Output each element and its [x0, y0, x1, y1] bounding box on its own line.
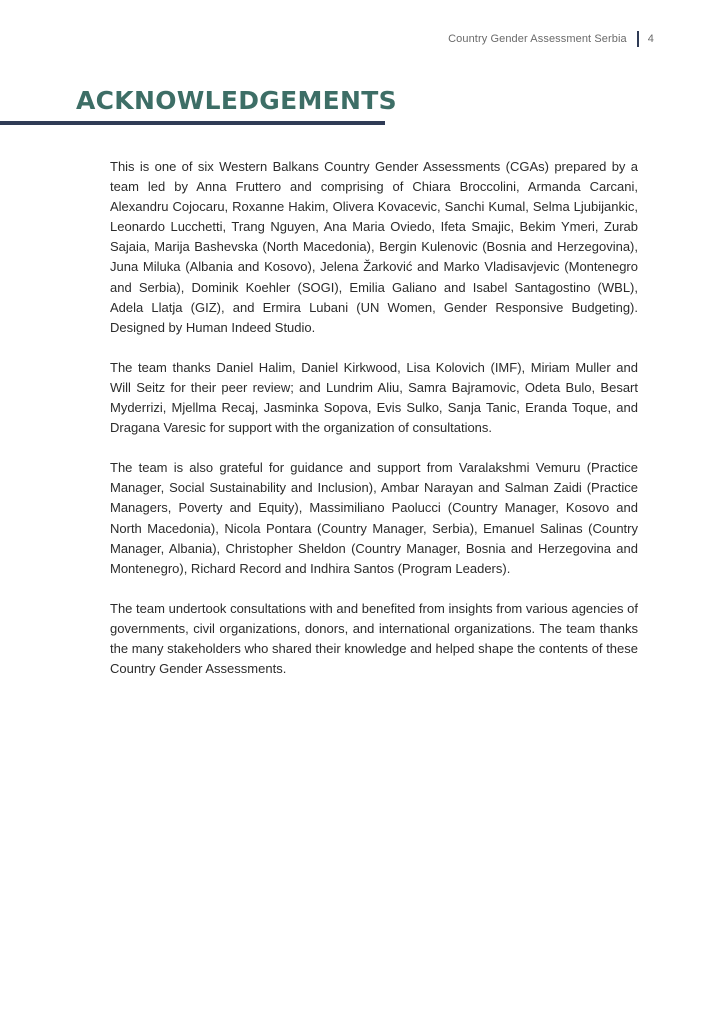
acknowledgements-body [110, 157, 638, 699]
paragraph-guidance: The team is also grateful for guidance and support from Varalakshmi Vemuru (Practice Manager, Social Sustainability and Inclusion), Ambar Narayan and Salman Zaidi (Practice Managers, Poverty and Equity), Massimiliano Paolucci (Country Manager, Kosovo and North Macedonia), Nicola Pontara (Country Manager, Serbia), Emanuel Salinas (Country Manager, Albania), Christopher Sheldon (Country Manager, Bosnia and Herzegovina and Montenegro), Richard Record and Indhira Santos (Program Leaders). [110, 460, 638, 576]
paragraph-team: This is one of six Western Balkans Country Gender Assessments (CGAs) prepared by a team led by Anna Fruttero and comprising of Chiara Broccolini, Armanda Carcani, Alexandru Cojocaru, Roxanne Hakim, Olivera Kovacevic, Sanchi Kumal, Selma Ljubijankic, Leonardo Lucchetti, Trang Nguyen, Ana Maria Oviedo, Ifeta Smajic, Bekim Ymeri, Zurab Sajaia, Marija Bashevska (North Macedonia), Bergin Kulenovic (Bosnia and Herzegovina), Juna Miluka (Albania and Kosovo), Jelena Žarković and Marko Vladisavjevic (Montenegro and Serbia), Dominik Koehler (SOGI), Emilia Galiano and Isabel Santagostino (WBL), Adela Llatja (GIZ), and Ermira Lubani (UN Women, Gender Responsive Budgeting). Designed by Human Indeed Studio. [110, 159, 638, 335]
running-header [448, 31, 654, 47]
header-divider [637, 31, 639, 47]
title-underline [0, 121, 385, 125]
page-title: ACKNOWLEDGEMENTS [76, 86, 397, 115]
page-number: 4 [647, 33, 654, 45]
paragraph-peer-review: The team thanks Daniel Halim, Daniel Kirkwood, Lisa Kolovich (IMF), Miriam Muller and Will Seitz for their peer review; and Lundrim Aliu, Samra Bajramovic, Odeta Bulo, Besart Myderrizi, Mjellma Recaj, Jasminka Sopova, Evis Sulko, Sanja Tanic, Eranda Toque, and Dragana Varesic for support with the organization of consultations. [110, 359, 638, 436]
paragraph-consultations: The team undertook consultations with and benefited from insights from various agencies of governments, civil organizations, donors, and international organizations. The team thanks the many stakeholders who shared their knowledge and helped shape the contents of these Country Gender Assessments. [110, 600, 638, 677]
running-title: Country Gender Assessment Serbia [448, 33, 627, 45]
